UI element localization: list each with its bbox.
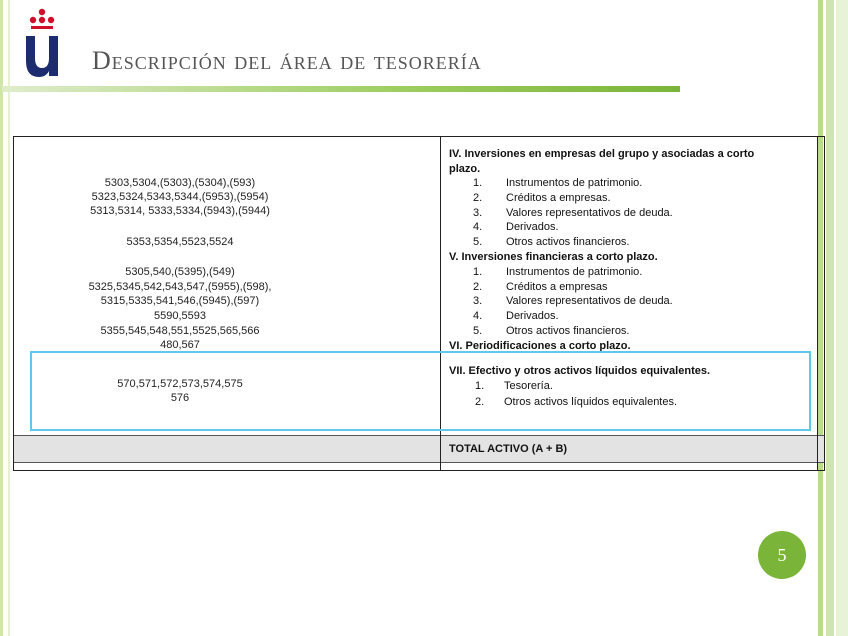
account-codes: 5353,5354,5523,5524 xyxy=(126,236,234,248)
total-row-border-top xyxy=(14,435,824,436)
highlight-box xyxy=(30,351,811,431)
right-decor-bar-wide xyxy=(826,0,834,636)
account-codes: 5313,5314, 5333,5334,(5943),(5944) xyxy=(90,205,270,217)
item-number: 1. xyxy=(473,266,483,278)
title-underline xyxy=(2,86,680,92)
account-codes: 480,567 xyxy=(160,339,200,351)
account-codes: 5303,5304,(5303),(5304),(593) xyxy=(104,177,256,189)
item-label: Otros activos financieros. xyxy=(506,236,630,248)
right-decor-bar-outer xyxy=(836,0,848,636)
section-vii-heading: VII. Efectivo y otros activos líquidos equivalentes. xyxy=(449,365,711,377)
left-decor-bar-thin xyxy=(8,0,10,636)
account-codes: 5315,5335,541,546,(5945),(597) xyxy=(100,295,260,307)
total-row-border-bottom xyxy=(14,462,824,463)
slide-title: Descripción del área de tesorería xyxy=(92,46,482,75)
right-inner-border xyxy=(817,136,818,471)
item-label: Tesorería. xyxy=(504,380,553,392)
item-label: Derivados. xyxy=(506,221,559,233)
item-label: Valores representativos de deuda. xyxy=(506,207,673,219)
account-codes: 570,571,572,573,574,575 xyxy=(117,378,243,390)
item-label: Créditos a empresas. xyxy=(506,192,611,204)
item-label: Instrumentos de patrimonio. xyxy=(506,266,643,278)
item-label: Otros activos financieros. xyxy=(506,325,630,337)
item-number: 4. xyxy=(473,310,483,322)
account-codes: 5590,5593 xyxy=(154,310,206,322)
item-label: Créditos a empresas xyxy=(506,281,608,293)
left-decor-bar xyxy=(0,0,3,636)
page-number-badge: 5 xyxy=(758,531,806,579)
total-row-band xyxy=(14,435,824,462)
item-number: 4. xyxy=(473,221,483,233)
item-label: Valores representativos de deuda. xyxy=(506,295,673,307)
item-number: 5. xyxy=(473,325,483,337)
item-label: Otros activos líquidos equivalentes. xyxy=(504,396,678,408)
total-activo: TOTAL ACTIVO (A + B) xyxy=(449,443,568,455)
account-codes: 5305,540,(5395),(549) xyxy=(125,266,235,278)
university-logo-icon xyxy=(22,6,62,78)
item-label: Derivados. xyxy=(506,310,559,322)
section-v-heading: V. Inversiones financieras a corto plazo. xyxy=(449,251,658,263)
section-iv-heading: IV. Inversiones en empresas del grupo y asociadas a corto xyxy=(449,148,755,160)
item-number: 1. xyxy=(473,177,483,189)
account-codes: 5323,5324,5343,5344,(5953),(5954) xyxy=(91,191,269,203)
account-codes: 5325,5345,542,543,547,(5955),(598), xyxy=(88,281,272,293)
item-label: Instrumentos de patrimonio. xyxy=(506,177,643,189)
account-codes: 576 xyxy=(170,392,190,404)
item-number: 2. xyxy=(473,192,483,204)
item-number: 2. xyxy=(473,281,483,293)
item-number: 3. xyxy=(473,295,483,307)
item-number: 1. xyxy=(475,380,485,392)
account-codes: 5355,545,548,551,5525,565,566 xyxy=(100,325,260,337)
item-number: 3. xyxy=(473,207,483,219)
item-number: 2. xyxy=(475,396,485,408)
section-iv-heading-cont: plazo. xyxy=(449,163,481,175)
item-number: 5. xyxy=(473,236,483,248)
section-vi-heading: VI. Periodificaciones a corto plazo. xyxy=(449,340,631,352)
